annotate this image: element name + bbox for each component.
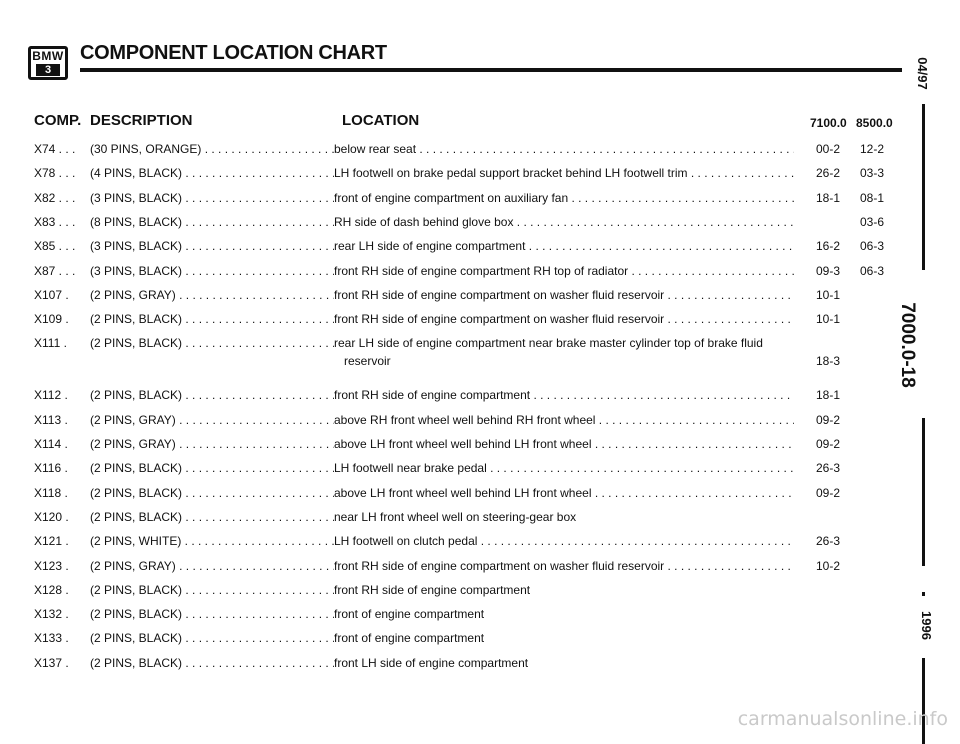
ref-7100: 09-2 xyxy=(815,485,841,500)
component-location xyxy=(334,409,794,431)
ref-7100: 18-1 xyxy=(815,388,841,403)
component-id: X107 . xyxy=(34,287,69,302)
location-text: LH footwell near brake pedal xyxy=(334,461,487,476)
logo-bmw-text: BMW xyxy=(32,49,64,63)
leader-dots xyxy=(664,288,794,302)
component-id: X116 . xyxy=(34,461,68,476)
leader-dots xyxy=(688,166,794,180)
component-id: X78 . . . xyxy=(34,166,76,181)
column-header-description: DESCRIPTION xyxy=(90,112,193,129)
component-id: X137 . xyxy=(34,655,69,670)
component-location xyxy=(334,530,794,552)
component-location xyxy=(334,579,794,601)
component-location-continued xyxy=(344,350,794,372)
ref-8500: 06-3 xyxy=(859,263,885,278)
leader-dots xyxy=(591,437,794,451)
title-underline xyxy=(80,68,902,72)
location-text: reservoir xyxy=(344,354,391,369)
component-description: (2 PINS, BLACK) . . . xyxy=(90,603,334,625)
component-id: X112 . xyxy=(34,388,68,403)
side-rule-top xyxy=(922,104,925,270)
side-year: 1996 xyxy=(918,611,934,640)
component-description: (2 PINS, GRAY) . . . xyxy=(90,555,334,577)
component-id: X109 . xyxy=(34,312,69,327)
watermark: carmanualsonline.info xyxy=(737,708,948,730)
component-location xyxy=(334,211,794,233)
component-location xyxy=(334,506,794,528)
ref-7100: 09-2 xyxy=(815,437,841,451)
location-text: LH footwell on clutch pedal xyxy=(334,534,478,549)
component-id: X133 . xyxy=(34,631,69,646)
column-header-8500: 8500.0 xyxy=(856,116,893,130)
component-description: (2 PINS, GRAY) . . . xyxy=(90,433,334,455)
component-description: (2 PINS, GRAY) . . . xyxy=(90,409,334,431)
table-row xyxy=(34,284,904,306)
side-page-number: 7000.0-18 xyxy=(896,302,918,388)
side-rule-middle xyxy=(922,418,925,566)
component-id: X82 . . . xyxy=(34,190,76,205)
leader-dots xyxy=(568,191,794,205)
component-description: (2 PINS, BLACK) . . . xyxy=(90,652,334,674)
table-row xyxy=(34,652,904,674)
table-row xyxy=(34,457,904,479)
table-row xyxy=(34,530,904,552)
location-text: front RH side of engine compartment xyxy=(334,582,531,597)
component-location xyxy=(334,603,794,625)
component-description: (2 PINS, BLACK) . . . xyxy=(90,384,334,406)
location-text: LH footwell on brake pedal support bracket behind LH footwell trim xyxy=(334,166,688,181)
location-text: near LH front wheel well on steering-gear box xyxy=(334,509,577,524)
component-description: (2 PINS, BLACK) . . . xyxy=(90,579,334,601)
component-id: X74 . . . xyxy=(34,142,76,156)
ref-7100: 16-2 xyxy=(815,239,841,254)
component-description: (2 PINS, BLACK) . . . xyxy=(90,457,334,479)
component-location xyxy=(334,138,794,160)
side-rule-bottom xyxy=(922,658,925,744)
ref-7100: 18-3 xyxy=(815,354,841,369)
component-location xyxy=(334,187,794,209)
table-row xyxy=(34,555,904,577)
component-description: (2 PINS, BLACK) . . . xyxy=(90,482,334,504)
component-description: (2 PINS, GRAY) . . . xyxy=(90,284,334,306)
component-id: X128 . xyxy=(34,582,69,597)
component-location xyxy=(334,652,794,674)
location-text: front RH side of engine compartment xyxy=(334,388,531,403)
component-description: (2 PINS, BLACK) . . . xyxy=(90,506,334,528)
leader-dots xyxy=(525,239,794,253)
location-text: front RH side of engine compartment RH top of radiator xyxy=(334,263,629,278)
ref-8500: 03-3 xyxy=(859,166,885,181)
leader-dots xyxy=(513,215,794,229)
table-row xyxy=(34,260,904,282)
side-rule-tick xyxy=(922,592,925,596)
component-id: X87 . . . xyxy=(34,263,76,278)
table-row xyxy=(34,235,904,257)
component-id: X111 . xyxy=(34,336,67,351)
ref-7100: 00-2 xyxy=(815,142,841,156)
ref-8500: 03-6 xyxy=(859,214,885,229)
component-location xyxy=(334,457,794,479)
location-text: front LH side of engine compartment xyxy=(334,655,529,670)
component-description: (2 PINS, BLACK) . . . xyxy=(90,332,334,354)
table-row xyxy=(34,482,904,504)
table-row xyxy=(34,603,904,625)
logo-series-text: 3 xyxy=(36,64,60,76)
location-text: front of engine compartment xyxy=(334,631,485,646)
bmw-3-series-logo xyxy=(28,46,68,80)
component-description: (2 PINS, BLACK) . . . xyxy=(90,627,334,649)
ref-8500: 06-3 xyxy=(859,239,885,254)
component-location xyxy=(334,482,794,504)
table-row xyxy=(34,627,904,649)
component-location xyxy=(334,284,794,306)
column-header-location: LOCATION xyxy=(342,112,420,129)
table-row xyxy=(34,162,904,184)
component-description: (3 PINS, BLACK) . . . xyxy=(90,187,334,209)
location-text: front of engine compartment on auxiliary fan xyxy=(334,190,569,205)
table-row xyxy=(34,332,904,372)
component-description: (3 PINS, BLACK) . . . xyxy=(90,260,334,282)
ref-7100: 10-1 xyxy=(815,312,841,327)
location-text: above LH front wheel well behind LH front wheel xyxy=(334,485,592,500)
component-location xyxy=(334,627,794,649)
column-header-7100: 7100.0 xyxy=(810,116,847,130)
component-id: X121 . xyxy=(34,534,69,549)
ref-7100: 10-1 xyxy=(815,287,841,302)
table-row xyxy=(34,187,904,209)
table-row xyxy=(34,384,904,406)
ref-7100: 10-2 xyxy=(815,558,841,573)
ref-7100: 26-2 xyxy=(815,166,841,181)
component-description: (3 PINS, BLACK) . . . xyxy=(90,235,334,257)
component-id: X85 . . . xyxy=(34,239,76,254)
component-id: X83 . . . xyxy=(34,214,76,229)
location-text: front RH side of engine compartment on washer fluid reservoir xyxy=(334,287,665,302)
location-text: RH side of dash behind glove box xyxy=(334,214,514,229)
column-header-comp: COMP. xyxy=(34,112,82,129)
leader-dots xyxy=(664,559,794,573)
ref-7100: 26-3 xyxy=(815,461,841,476)
leader-dots xyxy=(628,264,794,278)
component-id: X113 . xyxy=(34,412,68,427)
component-location xyxy=(334,308,794,330)
location-text: below rear seat xyxy=(334,142,417,156)
ref-7100: 18-1 xyxy=(815,190,841,205)
component-location xyxy=(334,433,794,455)
table-row xyxy=(34,433,904,455)
component-id: X114 . xyxy=(34,437,68,451)
table-row xyxy=(34,579,904,601)
ref-8500: 08-1 xyxy=(859,190,885,205)
table-row xyxy=(34,308,904,330)
component-location xyxy=(334,555,794,577)
leader-dots xyxy=(416,142,794,156)
component-id: X118 . xyxy=(34,485,68,500)
location-text: front of engine compartment xyxy=(334,607,485,622)
component-location xyxy=(334,235,794,257)
location-text: front RH side of engine compartment on washer fluid reservoir xyxy=(334,558,665,573)
table-row xyxy=(34,211,904,233)
component-description: (4 PINS, BLACK) . . . xyxy=(90,162,334,184)
leader-dots xyxy=(530,388,794,402)
table-row xyxy=(34,409,904,431)
ref-7100: 26-3 xyxy=(815,534,841,549)
leader-dots xyxy=(487,461,794,475)
location-text: above RH front wheel well behind RH front wheel xyxy=(334,412,596,427)
leader-dots xyxy=(591,486,794,500)
location-text: front RH side of engine compartment on washer fluid reservoir xyxy=(334,312,665,327)
component-description: (8 PINS, BLACK) . . . xyxy=(90,211,334,233)
component-description: (2 PINS, BLACK) . . . xyxy=(90,308,334,330)
ref-8500: 12-2 xyxy=(859,142,885,156)
location-text: rear LH side of engine compartment near brake master cylinder top of brake fluid xyxy=(334,336,763,351)
component-location xyxy=(334,384,794,406)
leader-dots xyxy=(477,534,794,548)
component-id: X123 . xyxy=(34,558,69,573)
table-row xyxy=(34,506,904,528)
ref-7100: 09-3 xyxy=(815,263,841,278)
side-date: 04/97 xyxy=(914,57,930,90)
component-id: X132 . xyxy=(34,607,69,622)
location-text: rear LH side of engine compartment xyxy=(334,239,526,254)
leader-dots xyxy=(595,413,794,427)
location-text: above LH front wheel well behind LH front wheel xyxy=(334,437,592,451)
ref-7100: 09-2 xyxy=(815,412,841,427)
page-title: COMPONENT LOCATION CHART xyxy=(80,42,387,64)
component-location xyxy=(334,260,794,282)
component-location xyxy=(334,162,794,184)
table-row xyxy=(34,138,904,160)
component-id: X120 . xyxy=(34,509,69,524)
component-description: (30 PINS, ORANGE) . . . xyxy=(90,138,334,160)
leader-dots xyxy=(664,312,794,326)
component-description: (2 PINS, WHITE) . . . xyxy=(90,530,334,552)
